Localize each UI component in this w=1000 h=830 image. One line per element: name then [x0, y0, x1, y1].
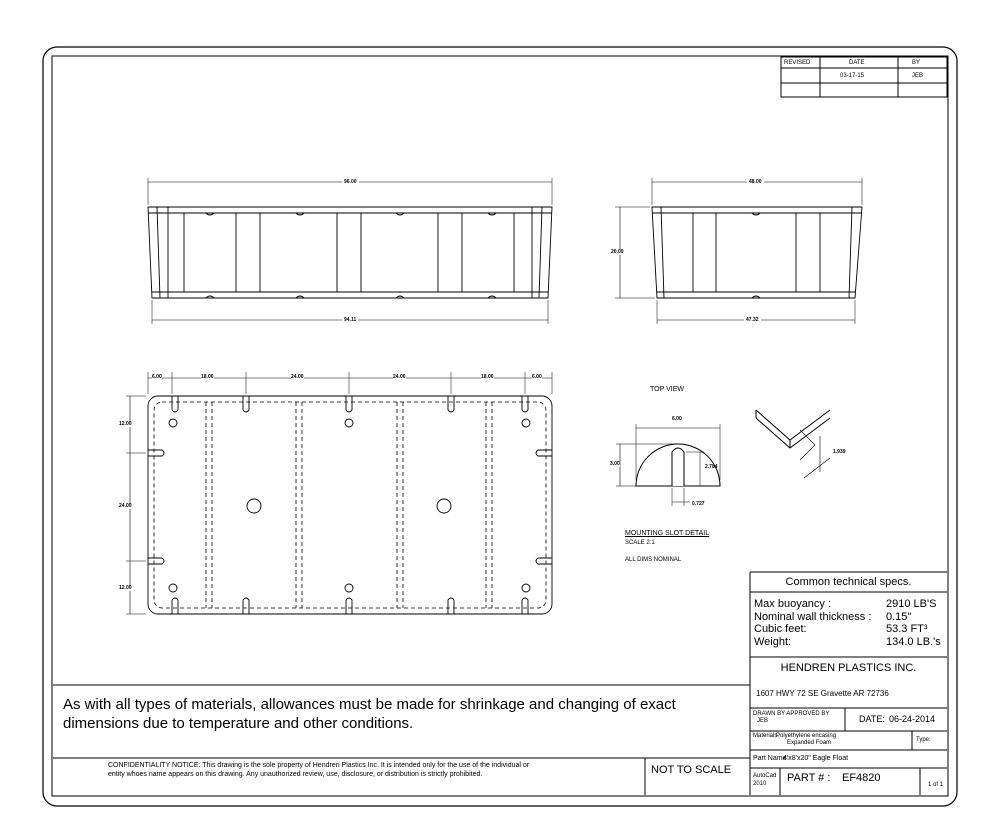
spec-value: 134.0 LB.'s [886, 635, 941, 648]
dim-slot-width: 6.00 [672, 416, 682, 422]
dim-slot-height: 3.00 [610, 461, 620, 467]
date-value: 06-24-2014 [889, 714, 936, 724]
dim-top-seg-1: 6.00 [152, 374, 162, 380]
spec-row [754, 598, 946, 611]
autocad-version: 2010 [753, 781, 767, 787]
spec-row [754, 636, 946, 649]
specs-title: Common technical specs. [785, 576, 912, 588]
confidentiality-line-1: CONFIDENTIALITY NOTICE: This drawing is the sole property of Hendren Plastics Inc. It is intended only for the use of the individual or [108, 762, 530, 769]
dim-side-bottom: 94.11 [344, 317, 357, 323]
dim-top-left-3: 12.00 [119, 585, 132, 591]
dim-side-top: 96.00 [344, 179, 357, 185]
slot-detail-title: MOUNTING SLOT DETAIL [625, 530, 710, 537]
drawn-by-value: JEB [757, 718, 769, 724]
part-number-label: PART # : [787, 772, 831, 784]
top-plan-view [126, 372, 552, 614]
not-to-scale-label: NOT TO SCALE [651, 764, 732, 776]
date-label: DATE: [859, 714, 885, 724]
side-view [148, 178, 552, 324]
spec-label: Weight: [754, 635, 792, 648]
materials-line-2: Expanded Foam [787, 740, 832, 746]
dim-top-seg-3: 24.00 [291, 374, 304, 380]
part-number-value: EF4820 [842, 772, 881, 784]
end-view [615, 178, 862, 324]
materials-label: Materials: [753, 733, 780, 739]
dim-top-seg-2: 18.00 [201, 374, 214, 380]
dim-end-top: 48.00 [749, 179, 762, 185]
dim-end-height: 20.00 [611, 249, 624, 255]
revision-header-revised: REVISED [784, 60, 811, 66]
slot-detail-drawing [616, 410, 830, 506]
dim-top-left-2: 24.00 [119, 503, 132, 509]
slot-detail-scale: SCALE 2:1 [625, 540, 655, 546]
drawn-by-label: DRAWN BY APPROVED BY [753, 711, 830, 717]
part-name-label: Part Name: [753, 755, 789, 762]
dim-top-seg-6: 6.00 [532, 374, 542, 380]
spec-label: Cubic feet: [754, 623, 807, 635]
company-name: HENDREN PLASTICS INC. [780, 662, 917, 674]
specs-table [754, 598, 946, 648]
spec-value: 2910 LB'S [886, 598, 937, 610]
shrinkage-note-line-2: dimensions due to temperature and other conditions. [63, 715, 414, 732]
spec-label: Max buoyancy : [754, 598, 832, 610]
revision-row-by: JEB [912, 73, 924, 79]
spec-row [754, 611, 946, 624]
company-address: 1607 HWY 72 SE Gravette AR 72736 [756, 689, 889, 698]
sheet-number: 1 of 1 [928, 782, 944, 788]
dim-top-seg-4: 24.00 [393, 374, 406, 380]
autocad-label: AutoCad [753, 773, 777, 779]
dim-top-left-1: 12.00 [119, 421, 132, 427]
dim-end-bottom: 47.32 [746, 317, 759, 323]
dim-slot-gap: 0.727 [692, 501, 705, 507]
top-view-label: TOP VIEW [650, 386, 684, 393]
dim-iso: 1.939 [833, 449, 846, 455]
spec-row [754, 623, 946, 636]
revision-header-by: BY [912, 60, 921, 66]
slot-detail-note: ALL DIMS NOMINAL [625, 557, 682, 563]
dim-top-seg-5: 18.00 [481, 374, 494, 380]
dim-slot-depth: 2.784 [705, 464, 718, 470]
shrinkage-note-line-1: As with all types of materials, allowances must be made for shrinkage and changing of exact [63, 696, 676, 713]
confidentiality-line-2: entity whoes name appears on this drawing. Any unauthorized review, use, disclosure, or distribution is strictly prohibited. [108, 771, 483, 778]
revision-row-date: 03-17-15 [840, 73, 865, 79]
part-name-value: 4'x8'x20" Eagle Float [783, 755, 849, 762]
spec-value: 0.15" [886, 610, 912, 623]
revision-header-date: DATE [849, 60, 865, 66]
spec-label: Nominal wall thickness : [754, 610, 872, 623]
materials-line-1: Polyethylene encasing [776, 733, 837, 739]
spec-value: 53.3 FT³ [886, 623, 928, 635]
type-label: Type: [916, 737, 931, 743]
